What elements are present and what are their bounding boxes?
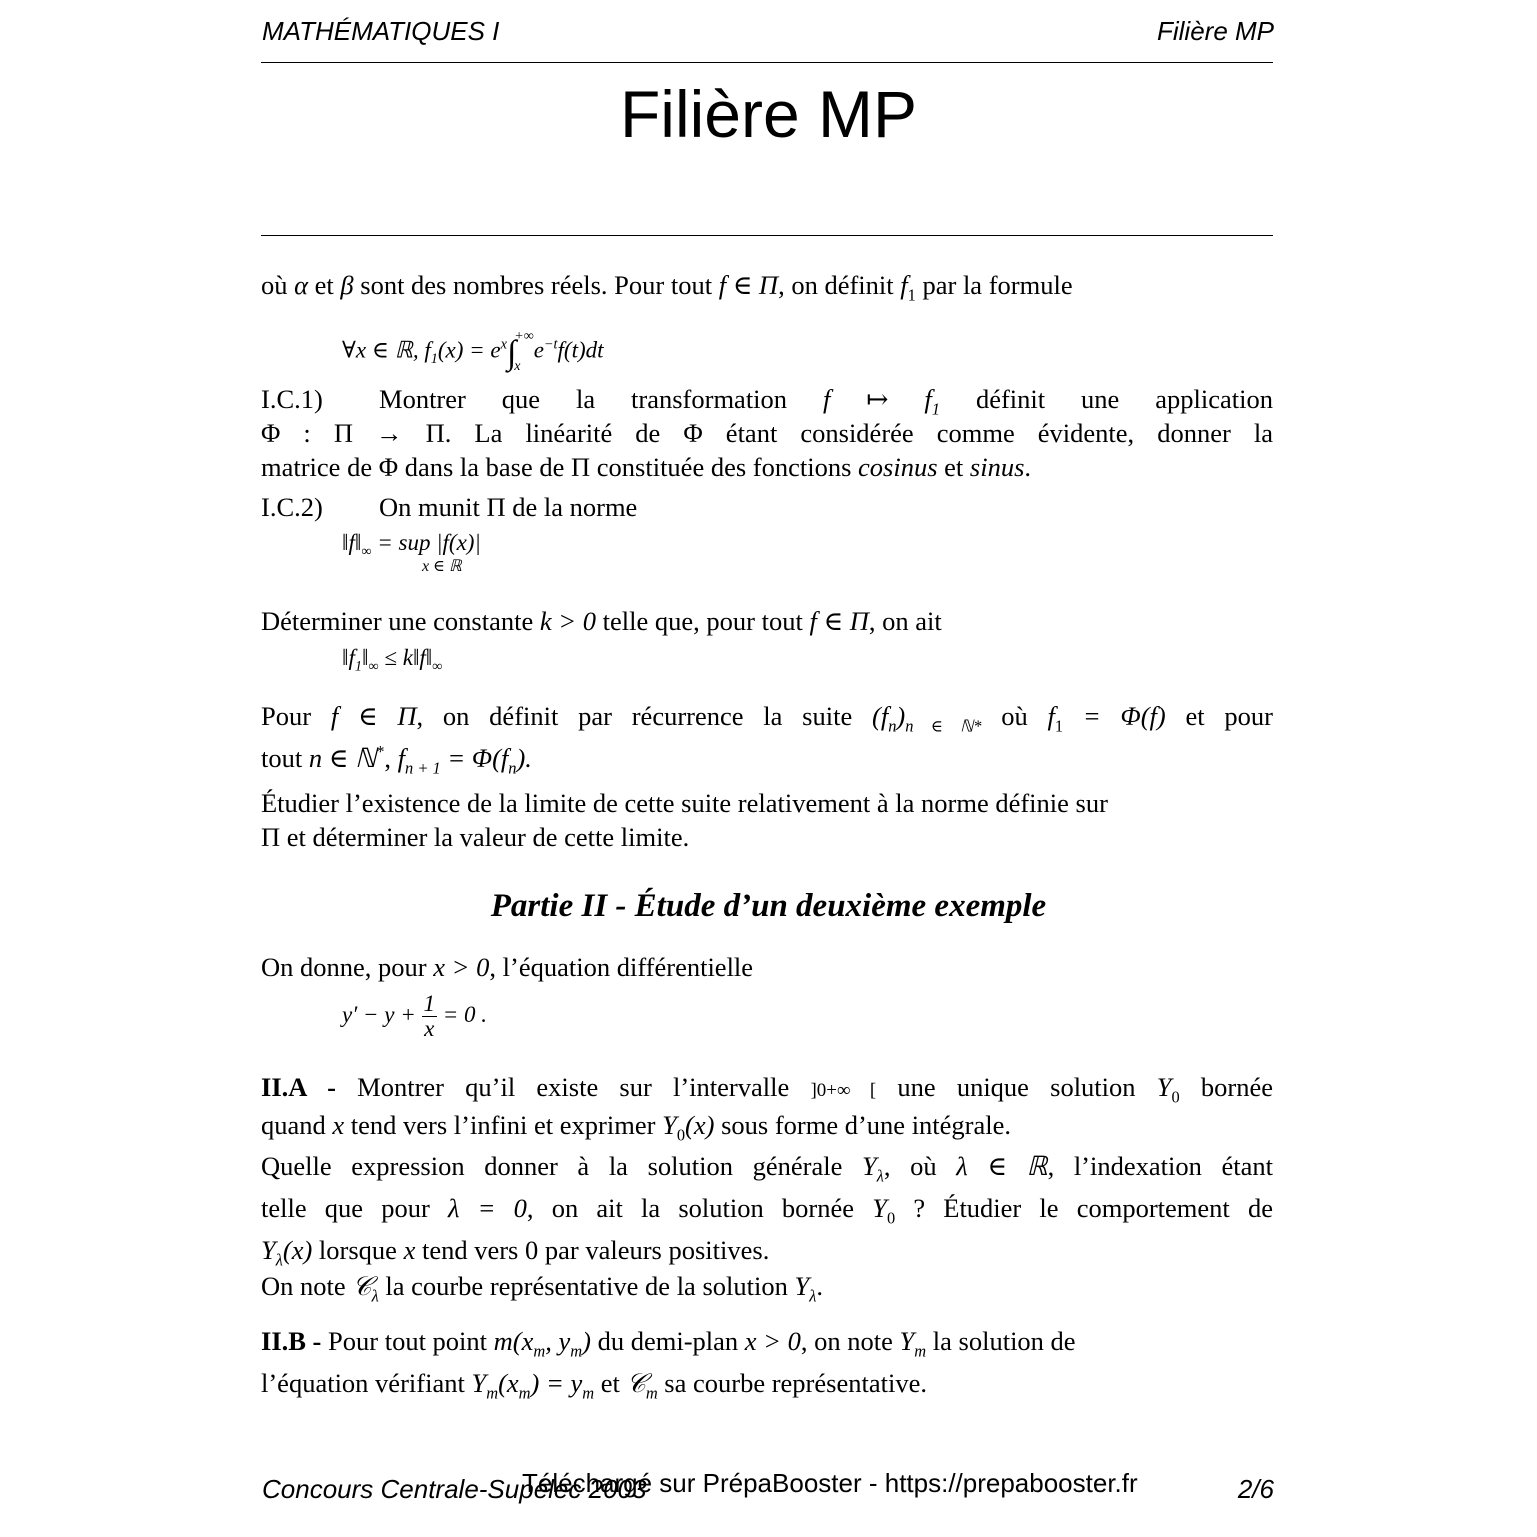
- footer-page-number: 2/6: [1237, 1474, 1274, 1504]
- math: ]0+∞ [: [810, 1080, 877, 1101]
- page-title: Filière MP: [619, 77, 918, 151]
- subscript: ∞: [368, 658, 379, 675]
- text: Déterminer une constante: [261, 606, 540, 636]
- subscript: m: [570, 1341, 583, 1361]
- math: m(x: [493, 1326, 534, 1356]
- subscript: m: [533, 1341, 546, 1361]
- recurrence-line1: [261, 695, 1273, 737]
- math: λ = 0: [447, 1193, 527, 1223]
- text: .: [1024, 452, 1032, 482]
- text-emphasis: cosinus: [858, 452, 938, 482]
- math: 0: [524, 1235, 539, 1265]
- text: , l’indexation étant: [1047, 1151, 1273, 1181]
- math: ‖f: [342, 645, 355, 670]
- math: x: [332, 1110, 345, 1140]
- subscript: m: [486, 1383, 499, 1403]
- math: ‖: [361, 645, 369, 670]
- formula-ode: [342, 992, 487, 1041]
- math: f ↦ f: [822, 384, 932, 414]
- math-f-in-pi: f ∈ Π: [718, 270, 779, 300]
- math: n ∈ ℕ: [308, 743, 377, 773]
- text: On note: [261, 1271, 353, 1301]
- question-IIB-line2: [261, 1362, 1273, 1405]
- question-IIA-line4: [261, 1187, 1273, 1229]
- superscript: *: [376, 742, 385, 762]
- question-label: I.C.1): [261, 384, 323, 414]
- text: sous forme d’une intégrale.: [714, 1110, 1012, 1140]
- text: où: [261, 270, 295, 300]
- limit-line2: Π et déterminer la valeur de cette limite.: [261, 822, 690, 852]
- subscript: 1: [354, 658, 362, 675]
- limit-paragraph: [261, 786, 1273, 854]
- math: (f: [872, 701, 889, 731]
- math-alpha: α: [294, 270, 309, 300]
- subscript: m: [914, 1341, 927, 1361]
- recurrence-paragraph: [261, 695, 1273, 779]
- math: Φ : Π → Π: [261, 418, 445, 448]
- formula-f1: [342, 322, 604, 382]
- question-IIA: [261, 1070, 1273, 1145]
- text: une unique solution: [876, 1072, 1157, 1102]
- text: Montrer que la transformation: [379, 384, 823, 414]
- subscript: 0: [676, 1125, 686, 1145]
- text: matrice de Φ dans la base de Π constituée des fonctions: [261, 452, 859, 482]
- fraction: [422, 992, 438, 1041]
- math: Y: [861, 1151, 877, 1181]
- text: quand: [261, 1110, 333, 1140]
- text-emphasis: sinus: [969, 452, 1025, 482]
- text: l’équation vérifiant: [261, 1368, 472, 1398]
- text: Pour: [261, 701, 331, 731]
- math: x > 0: [433, 952, 490, 982]
- subscript: n: [508, 758, 517, 778]
- subscript: ∞: [361, 543, 372, 560]
- footer-exam-name: Concours Centrale-Supélec 2003: [262, 1474, 647, 1504]
- math: (x): [282, 1235, 313, 1265]
- text: Montrer qu’il existe sur l’intervalle: [335, 1072, 811, 1102]
- text: lorsque: [312, 1235, 404, 1265]
- question-IC1-line3: [261, 450, 1273, 484]
- fraction-numerator: 1: [423, 991, 435, 1016]
- formula-inequality: [342, 645, 443, 675]
- text: . La linéarité de Φ étant considérée comme évidente, donner la: [444, 418, 1273, 448]
- text: tend vers l’infini et exprimer: [344, 1110, 663, 1140]
- math: = Φ(f: [440, 743, 509, 773]
- recurrence-line2: [261, 737, 1273, 779]
- question-label: I.C.2): [261, 492, 323, 522]
- superscript: x: [500, 336, 507, 353]
- fraction-denominator: x: [424, 1016, 435, 1041]
- math: Y: [662, 1110, 677, 1140]
- text: tend vers: [415, 1235, 525, 1265]
- integral-lower: x: [514, 359, 521, 374]
- text: ? Étudier le comportement de: [895, 1193, 1273, 1223]
- limit-line1: Étudier l’existence de la limite de cette suite relativement à la norme définie sur: [261, 788, 1108, 818]
- math-curve-symbol: 𝒞: [626, 1368, 646, 1399]
- math-f1: f: [900, 270, 908, 300]
- text: telle que pour: [261, 1193, 448, 1223]
- subscript: m: [518, 1383, 531, 1403]
- question-IC2: [261, 490, 1273, 524]
- math: Y: [794, 1271, 810, 1301]
- text: ,: [384, 743, 398, 773]
- math: f: [397, 743, 406, 773]
- text: , l’équation différentielle: [489, 952, 754, 982]
- integral-upper: +∞: [514, 329, 534, 344]
- math: (x): [685, 1110, 715, 1140]
- question-IIB-line1: [261, 1320, 1273, 1362]
- subscript: ∞: [432, 658, 443, 675]
- subscript: 0: [1171, 1087, 1180, 1107]
- math: , y: [545, 1326, 571, 1356]
- math: λ ∈ ℝ: [956, 1151, 1048, 1181]
- math: ≤ k‖f‖: [378, 645, 433, 670]
- determine-constant: [261, 604, 1273, 638]
- math: x: [403, 1235, 416, 1265]
- question-IC1: [261, 382, 1273, 484]
- text: et: [594, 1368, 627, 1398]
- text: tout: [261, 743, 309, 773]
- text: la courbe représentative de la solution: [378, 1271, 795, 1301]
- text: On munit Π de la norme: [379, 492, 638, 522]
- text: Pour tout point: [321, 1326, 494, 1356]
- text: Quelle expression donner à la solution générale: [261, 1151, 862, 1181]
- question-IIA-continued: [261, 1145, 1273, 1308]
- math: = sup |f(x)|: [371, 530, 481, 555]
- ode-intro: [261, 950, 1273, 984]
- formula-part: (x) = e: [437, 337, 501, 363]
- subscript: m: [582, 1383, 595, 1403]
- question-IC1-line2: [261, 416, 1273, 450]
- text: et: [937, 452, 970, 482]
- math: ): [582, 1326, 591, 1356]
- question-label: II.B -: [261, 1326, 322, 1356]
- subscript: 1: [1054, 716, 1064, 736]
- text: , on ait la solution bornée: [526, 1193, 873, 1223]
- formula-part: e: [533, 337, 544, 363]
- math: Y: [261, 1235, 276, 1265]
- question-IIA-line3: [261, 1145, 1273, 1187]
- text: et pour: [1165, 701, 1273, 731]
- text: .: [816, 1271, 823, 1301]
- text: , on note: [800, 1326, 900, 1356]
- math: Y: [471, 1368, 487, 1398]
- math: = 0 .: [437, 1001, 488, 1027]
- formula-part: f(t)dt: [557, 337, 604, 363]
- text: , on définit par récurrence la suite: [416, 701, 873, 731]
- integral-sign: ∫: [506, 334, 517, 372]
- text: , on définit: [778, 270, 901, 300]
- subscript: λ: [371, 1286, 379, 1306]
- superscript: −t: [543, 336, 558, 353]
- subscript: 1: [931, 399, 941, 419]
- question-IIA-line2: [261, 1108, 1273, 1145]
- text: bornée: [1179, 1072, 1273, 1102]
- text: définit une application: [940, 384, 1273, 414]
- math: ): [896, 701, 906, 731]
- subscript: λ: [876, 1166, 884, 1186]
- subscript: n + 1: [405, 758, 441, 778]
- question-label: II.A -: [261, 1072, 336, 1102]
- subscript: λ: [809, 1286, 817, 1306]
- subscript: n: [888, 716, 897, 736]
- text: On donne, pour: [261, 952, 434, 982]
- formula-norm: [342, 530, 481, 578]
- header-track: Filière MP: [1156, 16, 1274, 46]
- section-title: Partie II - Étude d’un deuxième exemple: [490, 888, 1047, 924]
- math: = Φ(f): [1063, 701, 1166, 731]
- subscript: 1: [907, 285, 916, 305]
- text: , on ait: [868, 606, 942, 636]
- subscript: n ∈ ℕ*: [905, 716, 982, 736]
- title-rule: [261, 235, 1273, 236]
- math: ).: [516, 743, 532, 773]
- subscript: 0: [886, 1208, 896, 1228]
- text: telle que, pour tout: [596, 606, 810, 636]
- sup-index: x ∈ ℝ: [422, 558, 462, 575]
- question-IC1-line1: [261, 382, 1273, 419]
- text: la solution de: [926, 1326, 1076, 1356]
- math: k > 0: [539, 606, 597, 636]
- math: f: [1047, 701, 1055, 731]
- intro-paragraph: [261, 268, 1273, 305]
- question-IIA-line1: [261, 1070, 1273, 1108]
- math: (x: [498, 1368, 519, 1398]
- subscript: m: [645, 1383, 658, 1403]
- math: f ∈ Π: [809, 606, 869, 636]
- text: , où: [883, 1151, 957, 1181]
- question-IIA-line6: [261, 1265, 1273, 1308]
- math: x > 0: [744, 1326, 801, 1356]
- text: sa courbe représentative.: [657, 1368, 927, 1398]
- text: où: [981, 701, 1048, 731]
- text: sont des nombres réels. Pour tout: [353, 270, 719, 300]
- math-beta: β: [340, 270, 354, 300]
- text: par la formule: [915, 270, 1073, 300]
- header-subject: MATHÉMATIQUES I: [262, 16, 500, 46]
- footer-watermark-link[interactable]: Téléchargé sur PrépaBooster - https://prepabooster.fr: [522, 1468, 1138, 1498]
- math: ) = y: [530, 1368, 583, 1398]
- math: y′ − y +: [342, 1001, 422, 1027]
- text: du demi-plan: [590, 1326, 745, 1356]
- subscript: 1: [430, 350, 438, 367]
- math: f ∈ Π: [330, 701, 417, 731]
- text: et: [308, 270, 341, 300]
- text: par valeurs positives.: [538, 1235, 770, 1265]
- math: ‖f‖: [342, 530, 362, 555]
- header-rule: [261, 62, 1273, 63]
- math-curve-symbol: 𝒞: [352, 1271, 372, 1302]
- math: Y: [1156, 1072, 1172, 1102]
- math: Y: [899, 1326, 915, 1356]
- formula-part: ∀x ∈ ℝ, f: [342, 337, 431, 363]
- math: Y: [872, 1193, 887, 1223]
- question-IIB: [261, 1320, 1273, 1405]
- subscript: λ: [275, 1250, 283, 1270]
